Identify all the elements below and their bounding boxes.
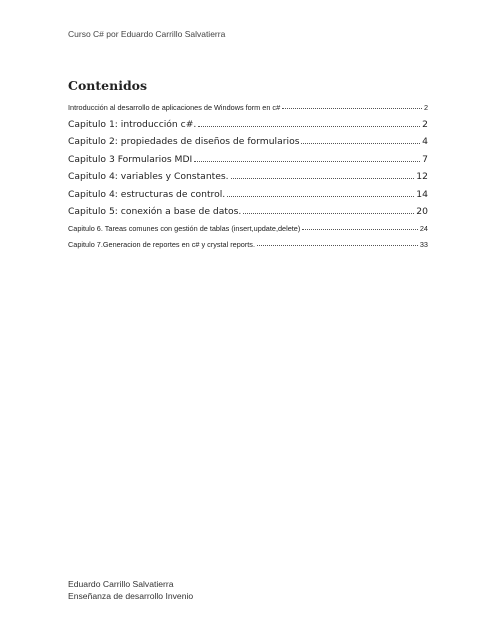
toc-entry-page: 2	[422, 118, 428, 130]
table-of-contents	[68, 96, 428, 249]
toc-leader-dots	[257, 244, 418, 246]
toc-entry-label: Capitulo 1: introducción c#.	[68, 118, 197, 130]
toc-entry-label: Capitulo 6. Tareas comunes con gestión de tablas (insert,update,delete)	[68, 224, 301, 233]
toc-entry-label: Capitulo 2: propiedades de diseños de formularios	[68, 136, 300, 147]
toc-leader-dots	[198, 125, 420, 127]
toc-entry[interactable]	[68, 165, 428, 183]
page-footer	[68, 578, 193, 602]
toc-leader-dots	[282, 107, 422, 109]
footer-author: Eduardo Carrillo Salvatierra	[68, 579, 174, 589]
toc-entry[interactable]	[68, 233, 428, 249]
toc-entry-label: Introducción al desarrollo de aplicaciones de Windows form en c#	[68, 103, 281, 112]
footer-organization: Enseñanza de desarrollo Invenio	[68, 591, 194, 601]
running-header: Curso C# por Eduardo Carrillo Salvatierra	[68, 29, 226, 39]
toc-leader-dots	[302, 228, 418, 230]
toc-entry-page: 33	[419, 240, 428, 249]
toc-entry[interactable]	[68, 96, 428, 112]
toc-entry-page: 14	[416, 188, 428, 200]
toc-entry-label: Capitulo 5: conexión a base de datos.	[68, 206, 242, 217]
toc-entry[interactable]	[68, 147, 428, 165]
toc-entry[interactable]	[68, 112, 428, 130]
toc-entry-label: Capitulo 4: estructuras de control.	[68, 188, 226, 200]
toc-entry-page: 4	[422, 136, 428, 147]
toc-entry-page: 24	[419, 224, 428, 233]
toc-entry[interactable]	[68, 217, 428, 233]
toc-title: Contenidos	[68, 78, 148, 93]
toc-leader-dots	[227, 195, 414, 197]
toc-entry-label: Capitulo 7.Generacion de reportes en c# y crystal reports.	[68, 240, 255, 249]
toc-leader-dots	[231, 177, 415, 179]
toc-entry-page: 20	[416, 206, 428, 217]
toc-leader-dots	[301, 142, 420, 144]
toc-entry[interactable]	[68, 200, 428, 218]
toc-leader-dots	[194, 160, 420, 162]
toc-entry-label: Capitulo 4: variables y Constantes.	[68, 171, 229, 182]
toc-entry[interactable]	[68, 130, 428, 148]
toc-entry-page: 12	[416, 171, 428, 182]
toc-entry[interactable]	[68, 182, 428, 200]
toc-entry-page: 2	[423, 103, 428, 112]
toc-entry-label: Capitulo 3 Formularios MDI	[68, 153, 193, 165]
toc-leader-dots	[243, 212, 414, 214]
toc-entry-page: 7	[422, 153, 428, 165]
